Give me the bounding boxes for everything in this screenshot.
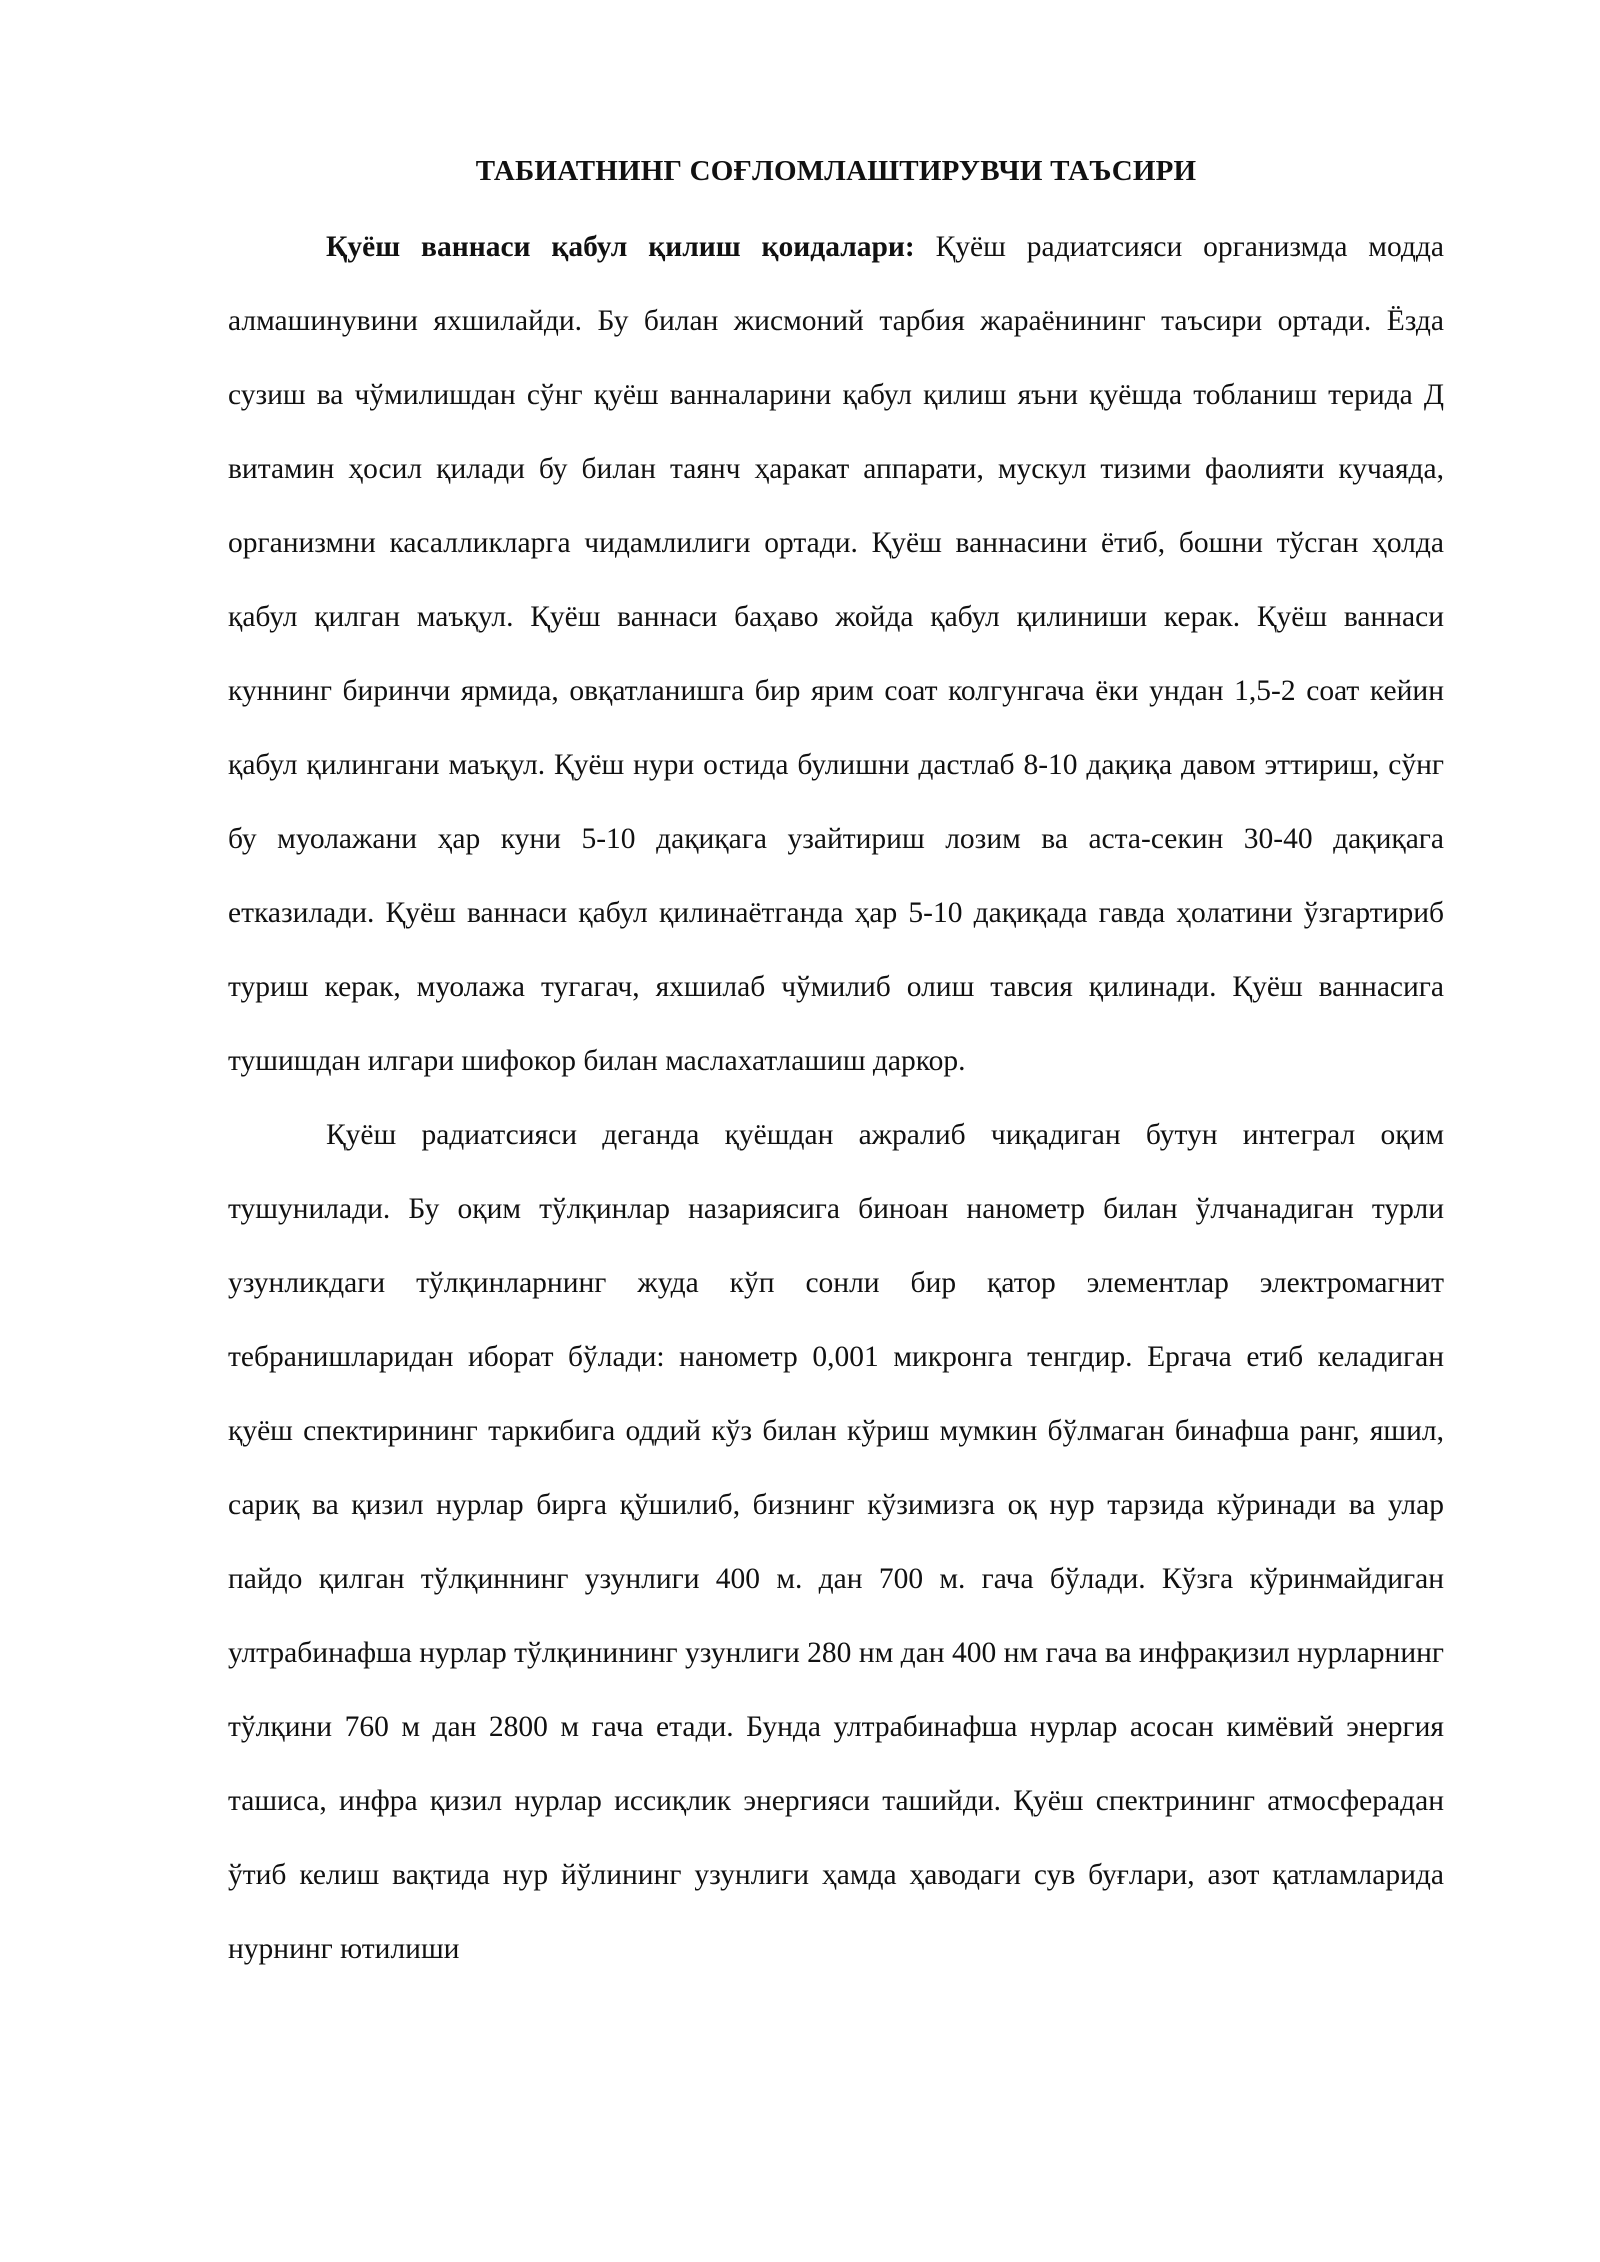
paragraph-sun-bath-rules [228,210,1444,1098]
document-page [228,150,1444,1986]
paragraph-solar-radiation [228,1098,1444,1986]
paragraph-body: Қуёш радиатсияси деганда қуёшдан ажралиб чиқадиган бутун интеграл оқим тушунилади. Бу оқим тўлқинлар назариясига биноан нанометр билан ўлчанадиган турли узунликдаги тўлқинларнинг жуда кўп сонли бир қатор элементлар электромагнит тебранишларидан иборат бўлади: нанометр 0,001 микронга тенгдир. Ергача етиб келадиган қуёш спектирининг таркибига оддий кўз билан кўриш мумкин бўлмаган бинафша ранг, яшил, сариқ ва қизил нурлар бирга қўшилиб, бизнинг кўзимизга оқ нур тарзида кўринади ва улар пайдо қилган тўлқиннинг узунлиги 400 м. дан 700 м. гача бўлади. Кўзга кўринмайдиган ултрабинафша нурлар тўлқинининг узунлиги 280 нм дан 400 нм гача ва инфрақизил нурларнинг тўлқини 760 м дан 2800 м гача етади. Бунда ултрабинафша нурлар асосан кимёвий энергия ташиса, инфра қизил нурлар иссиқлик энергияси ташийди. Қуёш спектрининг атмосферадан ўтиб келиш вақтида нур йўлининг узунлиги ҳамда ҳаводаги сув буғлари, азот қатламларида нурнинг ютилиши [228,1119,1444,1965]
document-title: ТАБИАТНИНГ СОҒЛОМЛАШТИРУВЧИ ТАЪСИРИ [475,155,1197,187]
paragraph-lead-heading: Қуёш ваннаси қабул қилиш қоидалари: [326,231,915,263]
paragraph-body: Қуёш радиатсияси организмда модда алмашинувини яхшилайди. Бу билан жисмоний тарбия жараёнининг таъсири ортади. Ёзда сузиш ва чўмилишдан сўнг қуёш ванналарини қабул қилиш яъни қуёшда тобланиш терида Д витамин ҳосил қилади бу билан таянч ҳаракат аппарати, мускул тизими фаолияти кучаяда, организмни касалликларга чидамлилиги ортади. Қуёш ваннасини ётиб, бошни тўсган ҳолда қабул қилган маъқул. Қуёш ваннаси баҳаво жойда қабул қилиниши керак. Қуёш ваннаси куннинг биринчи ярмида, овқатланишга бир ярим соат колгунгача ёки ундан 1,5-2 соат кейин қабул қилингани маъқул. Қуёш нури остида булишни дастлаб 8-10 дақиқа давом эттириш, сўнг бу муолажани ҳар куни 5-10 дақиқага узайтириш лозим ва аста-секин 30-40 дақиқага етказилади. Қуёш ваннаси қабул қилинаётганда ҳар 5-10 дақиқада гавда ҳолатини ўзгартириб туриш керак, муолажа тугагач, яхшилаб чўмилиб олиш тавсия қилинади. Қуёш ваннасига тушишдан илгари шифокор билан маслахатлашиш даркор. [228,231,1444,1077]
